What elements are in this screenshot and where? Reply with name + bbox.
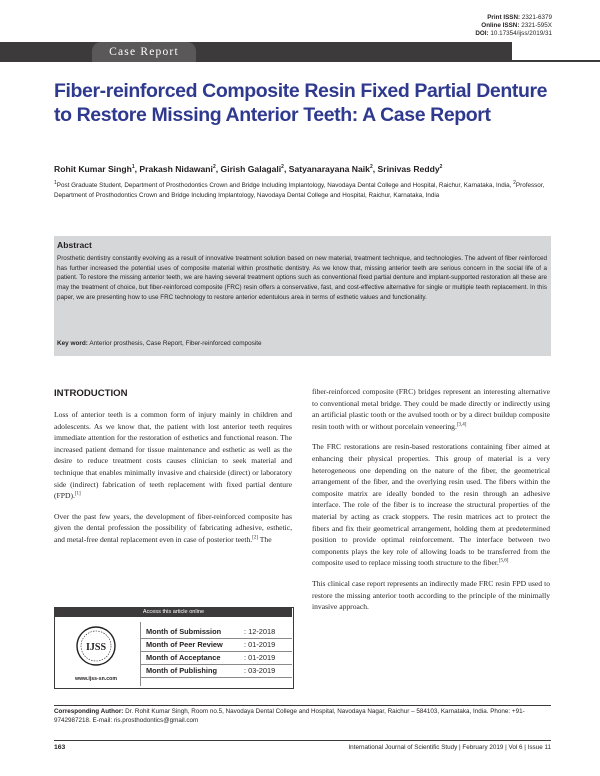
citation[interactable]: [2] [252, 535, 259, 541]
online-issn-value: 2321-595X [521, 22, 552, 30]
section-tab-bar [0, 42, 512, 62]
citation[interactable]: [5,6] [498, 558, 509, 564]
citation[interactable]: [1] [74, 491, 81, 497]
online-issn-label: Online ISSN: [481, 22, 520, 30]
section-tab: Case Report [92, 42, 196, 62]
divider [54, 705, 551, 706]
article-title: Fiber-reinforced Composite Resin Fixed Partial Denture to Restore Missing Anterior Teeth: A Case Report [54, 80, 548, 126]
paragraph [54, 409, 292, 502]
page-number: 163 [54, 744, 66, 751]
keywords-label: Key word: [57, 340, 88, 347]
introduction-heading: INTRODUCTION [54, 388, 128, 399]
date-value: : 01-2019 [244, 653, 276, 662]
footer-rule [54, 740, 551, 741]
author-affiliation-mark: 1 [131, 164, 135, 171]
date-row [140, 665, 292, 678]
doi-value: 10.17354/ijss/2019/31 [490, 30, 552, 38]
date-label: Month of Acceptance [146, 653, 221, 662]
abstract-heading: Abstract [57, 240, 92, 250]
date-label: Month of Peer Review [146, 640, 223, 649]
author-name: Srinivas Reddy [377, 164, 440, 174]
print-issn-label: Print ISSN: [487, 14, 521, 21]
date-value: : 03-2019 [244, 666, 276, 675]
date-row [140, 652, 292, 665]
keywords [57, 340, 547, 347]
paragraph [312, 386, 550, 432]
corresponding-author [54, 707, 551, 726]
paragraph [312, 578, 550, 613]
corresponding-author-label: Corresponding Author: [54, 708, 124, 715]
doi-label: DOI: [475, 30, 489, 38]
author-affiliation-mark: 2 [212, 164, 216, 171]
corresponding-author-text: Dr. Rohit Kumar Singh, Room no.5, Navodaya Dental College and Hospital, Navodaya Nagar, Raichur – 584103, Karnataka, India. Phone: +91-9742987218. E-mail: ris.prosthodontics@gmail.com [54, 708, 525, 725]
author-list: Rohit Kumar Singh$^1$, Prakash Nidawani$^2$, Girish Galagali$^2$, Satyanarayana Naik$^2$, Srinivas Reddy$^2$ [54, 164, 443, 174]
date-value: : 01-2019 [244, 640, 276, 649]
column-right [312, 386, 550, 622]
paragraph [312, 441, 550, 569]
paragraph-text: fiber-reinforced composite (FRC) bridges represent an interesting alternative to conventional metal bridge. They could be made directly or indirectly using an artificial plastic tooth or the avulsed tooth or by a direct buildup composite resin tooth with or without porcelain veneering. [312, 387, 550, 431]
citation[interactable]: [3,4] [456, 422, 467, 428]
date-row [140, 626, 292, 639]
abstract-body: Prosthetic dentistry constantly evolving as a result of innovative treatment solution based on new material, treatment technique, and technologies. The advent of fiber reinforced has further increased the potential uses of composite material within prosthetic dentistry. As we know that, missing anterior teeth are serious concern in the social life of a patient. To restore the missing anterior teeth, we are having several treatment options such as conventional fixed partial denture and implant-supported restoration all these are may the treatment of choice, but fiber-reinforced composite (FRC) resin offers a conservative, fast, and cost-effective alternative for single or multiple teeth replacement. In this paper, we are presenting how to use FRC technology to restore anterior edentulous area in terms of esthetic values and functionality. [57, 255, 547, 301]
journal-url[interactable]: www.ijss-sn.com [75, 676, 117, 682]
journal-logo-icon [62, 622, 130, 680]
access-box-header: Access this article online [55, 608, 292, 617]
author-name: Rohit Kumar Singh [54, 164, 132, 174]
logo-text: IJSS [85, 642, 107, 653]
section-tab-rule [0, 60, 600, 62]
issn-block [475, 14, 552, 39]
author-name: Satyanarayana Naik [288, 164, 370, 174]
paragraph-text: Over the past few years, the development of fiber-reinforced composite has given the dental profession the possibility of fabricating adhesive, esthetic, and metal-free dental replacement even in case of posterior teeth. [54, 511, 292, 544]
keywords-text: Anterior prosthesis, Case Report, Fiber-reinforced composite [89, 340, 262, 347]
paragraph [54, 511, 292, 546]
author-affiliation-mark: 2 [439, 164, 443, 171]
author-name: Girish Galagali [220, 164, 282, 174]
print-issn-value: 2321-6379 [521, 14, 552, 21]
journal-citation: International Journal of Scientific Study | February 2019 | Vol 6 | Issue 11 [348, 744, 551, 751]
date-row [140, 639, 292, 652]
author-affiliation-mark: 2 [281, 164, 284, 171]
paragraph-text: This clinical case report represents an indirectly made FRC resin FPD used to restore the missing anterior tooth according to the principle of the minimally invasive approach. [312, 578, 550, 612]
affiliation-mark: 2 [513, 179, 516, 186]
column-left [54, 409, 292, 555]
date-label: Month of Publishing [146, 666, 218, 675]
paragraph-text: Loss of anterior teeth is a common form of injury mainly in children and adolescents. As we know that, the patient with lost anterior teeth requires immediate attention for the restoration of esthetics and functional reason. The increased patient demand for tissue maintenance and esthetic as well as the desire to reduce treatment costs causes clinician to seek material and technique that enables minimally invasive and chairside (direct) or laboratory side (indirect) fabrication of teeth replacement with fixed partial denture (FPD). [54, 410, 292, 501]
date-value: : 12-2018 [244, 627, 276, 636]
affiliations [54, 181, 554, 200]
date-label: Month of Submission [146, 627, 222, 636]
author-affiliation-mark: 2 [369, 164, 373, 171]
paragraph-text: The FRC restorations are resin-based restorations containing fiber aimed at enhancing their physical properties. This group of material is a very heterogeneous one depending on the nature of the fiber, the geometrical arrangement of the fiber, and the overlying resin used. The fibers within the composite matrix are ideally bonded to the resin through an adhesive interface. The role of the fiber is to increase the structural properties of the material by acting as crack stoppers. The resin matrices act to protect the fibers and fix their geometrical arrangement, holding them at predetermined position to provide optimal reinforcement. The interface between two components plays the key role of allowing loads to be transferred from the composite used to replace missing tooth structure to the fiber. [312, 442, 550, 568]
affiliation-mark: 1 [54, 179, 57, 186]
paragraph-text: The [258, 534, 272, 544]
affiliation-text: Post Graduate Student, Department of Prosthodontics Crown and Bridge Including Implantology, Navodaya Dental College and Hospital, Raichur, Karnataka, India, [56, 182, 512, 189]
author-name: Prakash Nidawani [139, 164, 213, 174]
affiliation-text: Professor, Department of Prosthodontics Crown and Bridge Including Implantology, Navodaya Dental College and Hospital, Raichur, Karnataka, India [54, 182, 545, 199]
